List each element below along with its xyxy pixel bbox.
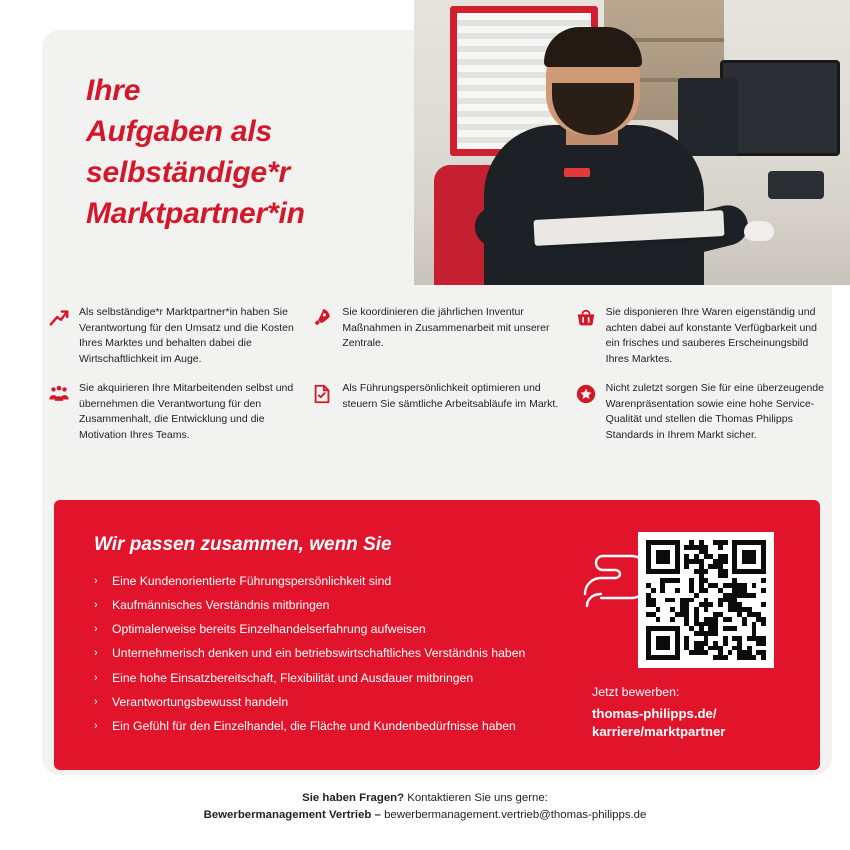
responsibility-item	[48, 305, 311, 367]
apply-lead: Jetzt bewerben:	[592, 685, 680, 699]
chevron-right-icon: ›	[94, 695, 98, 708]
headline-line-1: Ihre	[86, 74, 141, 107]
responsibility-item	[311, 381, 574, 443]
responsibility-item	[48, 381, 311, 443]
chevron-right-icon: ›	[94, 599, 98, 612]
chevron-right-icon: ›	[94, 623, 98, 636]
requirements-title: Wir passen zusammen, wenn Sie	[94, 534, 392, 555]
team-people-icon	[48, 383, 70, 405]
list-item	[94, 719, 624, 734]
requirements-list	[94, 574, 624, 743]
headline-line-2: Aufgaben als	[86, 115, 272, 149]
apply-url-line-2: karriere/marktpartner	[592, 723, 726, 739]
document-check-icon	[311, 383, 333, 405]
shopping-basket-icon	[575, 307, 597, 329]
footer-contact-label: Bewerbermanagement Vertrieb –	[203, 809, 385, 821]
list-item-label: Kaufmännisches Verständnis mitbringen	[112, 598, 330, 613]
responsibility-item	[575, 305, 838, 367]
rocket-icon	[311, 307, 333, 329]
responsibility-text: Nicht zuletzt sorgen Sie für eine überzeugende Warenpräsentation sowie eine hohe Service-Qualität und stellen die Thomas Philipps Standards in Ihrem Markt sicher.	[605, 382, 824, 441]
responsibilities-row	[48, 381, 838, 457]
headline-line-4: Marktpartner*in	[86, 197, 305, 231]
responsibility-text: Als Führungspersönlichkeit optimieren und steuern Sie sämtliche Arbeitsabläufe im Markt.	[342, 382, 559, 410]
list-item-label: Optimalerweise bereits Einzelhandelserfahrung aufweisen	[112, 622, 426, 637]
footer-question-rest: Kontaktieren Sie uns gerne:	[404, 792, 548, 804]
list-item-label: Eine hohe Einsatzbereitschaft, Flexibilität und Ausdauer mitbringen	[112, 670, 474, 685]
footer-question	[0, 792, 850, 804]
list-item	[94, 695, 624, 710]
list-item-label: Eine Kundenorientierte Führungspersönlichkeit sind	[112, 574, 392, 588]
responsibility-item	[575, 381, 838, 443]
list-item-label: Ein Gefühl für den Einzelhandel, die Fläche und Kundenbedürfnisse haben	[112, 718, 516, 733]
chevron-right-icon: ›	[94, 575, 98, 587]
apply-url[interactable]	[592, 705, 782, 741]
office-employee-photo	[414, 0, 850, 285]
responsibility-text: Als selbständige*r Marktpartner*in haben Sie Verantwortung für den Umsatz und die Kosten Ihres Marktes und behalten dabei die Wirtschaftlichkeit im Auge.	[79, 306, 294, 365]
list-item	[94, 622, 624, 637]
apply-info	[592, 685, 782, 741]
responsibility-text: Sie akquirieren Ihre Mitarbeitenden selbst und übernehmen die Verantwortung für den Zusammenhalt, die Entwicklung und die Motivation Ihres Teams.	[79, 382, 294, 441]
star-badge-icon	[575, 383, 597, 405]
responsibility-text: Sie koordinieren die jährlichen Inventur Maßnahmen in Zusammenarbeit mit unserer Zentrale.	[342, 306, 550, 350]
chevron-right-icon: ›	[94, 647, 98, 660]
page-title	[86, 70, 305, 234]
list-item-label: Verantwortungsbewusst handeln	[112, 694, 289, 709]
headline-line-3: selbständige*r	[86, 156, 290, 190]
list-item	[94, 574, 624, 589]
responsibilities-row	[48, 305, 838, 381]
requirements-card	[54, 500, 820, 770]
apply-url-line-1: thomas-philipps.de/	[592, 706, 717, 721]
growth-arrow-icon	[48, 307, 70, 329]
footer	[0, 792, 850, 821]
responsibility-text: Sie disponieren Ihre Waren eigenständig und achten dabei auf konstante Verfügbarkeit und ein frisches und sauberes Erscheinungsbild Ihres Marktes.	[605, 306, 817, 365]
chevron-right-icon: ›	[94, 719, 98, 732]
footer-contact	[0, 809, 850, 821]
responsibility-item	[311, 305, 574, 367]
list-item	[94, 646, 624, 661]
list-item	[94, 671, 624, 686]
responsibilities-grid	[48, 305, 838, 457]
footer-contact-email[interactable]: bewerbermanagement.vertrieb@thomas-philipps.de	[384, 809, 647, 821]
chevron-right-icon: ›	[94, 671, 98, 684]
footer-question-bold: Sie haben Fragen?	[302, 792, 405, 804]
list-item-label: Unternehmerisch denken und ein betriebswirtschaftliches Verständnis haben	[112, 646, 526, 661]
list-item	[94, 598, 624, 613]
qr-code[interactable]	[638, 532, 774, 668]
